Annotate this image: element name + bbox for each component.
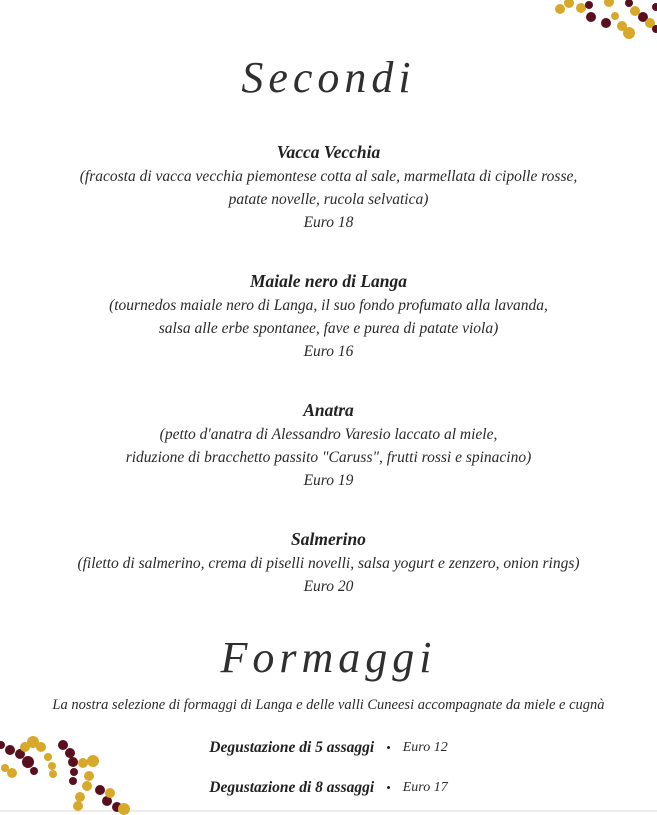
dish-description-line: (fracosta di vacca vecchia piemontese cotta al sale, marmellata di cipolle rosse, — [79, 167, 578, 185]
dish-name: Anatra — [303, 399, 354, 420]
dish-salmerino — [0, 526, 657, 598]
dish-description-line: (tournedos maiale nero di Langa, il suo fondo profumato alla lavanda, — [109, 296, 548, 314]
secondi-section-title: Secondi — [241, 53, 416, 102]
tasting-option-price: Euro 12 — [402, 739, 448, 755]
dish-name: Maiale nero di Langa — [249, 270, 408, 291]
dish-maiale-nero — [0, 268, 657, 363]
tasting-option-label: Degustazione di 5 assaggi — [209, 738, 375, 756]
dish-description-line: (filetto di salmerino, crema di piselli novelli, salsa yogurt e zenzero, onion rings) — [77, 554, 580, 572]
dish-vacca-vecchia — [0, 139, 657, 234]
dish-description-line: salsa alle erbe spontanee, fave e purea di patate viola) — [158, 319, 499, 337]
tasting-option-5 — [0, 739, 657, 757]
dish-anatra — [0, 397, 657, 492]
bullet-separator: • — [386, 780, 391, 796]
tasting-option-8 — [0, 779, 657, 797]
formaggi-subtitle: La nostra selezione di formaggi di Langa e delle valli Cuneesi accompagnate da miele e cugnà — [52, 696, 605, 713]
dish-description-line: (petto d'anatra di Alessandro Varesio laccato al miele, — [159, 425, 498, 443]
dish-description-line: riduzione di bracchetto passito "Caruss", frutti rossi e spinacino) — [125, 448, 532, 466]
dish-name: Vacca Vecchia — [276, 141, 381, 162]
dish-price: Euro 16 — [303, 342, 354, 360]
dish-description-line: patate novelle, rucola selvatica) — [228, 190, 429, 208]
dish-price: Euro 20 — [303, 577, 354, 595]
bullet-separator: • — [386, 740, 391, 756]
formaggi-section-title: Formaggi — [220, 632, 437, 682]
tasting-option-price: Euro 17 — [402, 779, 448, 795]
tasting-option-label: Degustazione di 8 assaggi — [209, 778, 375, 796]
dish-name: Salmerino — [291, 528, 366, 549]
dish-price: Euro 18 — [303, 213, 354, 231]
dish-price: Euro 19 — [303, 471, 354, 489]
